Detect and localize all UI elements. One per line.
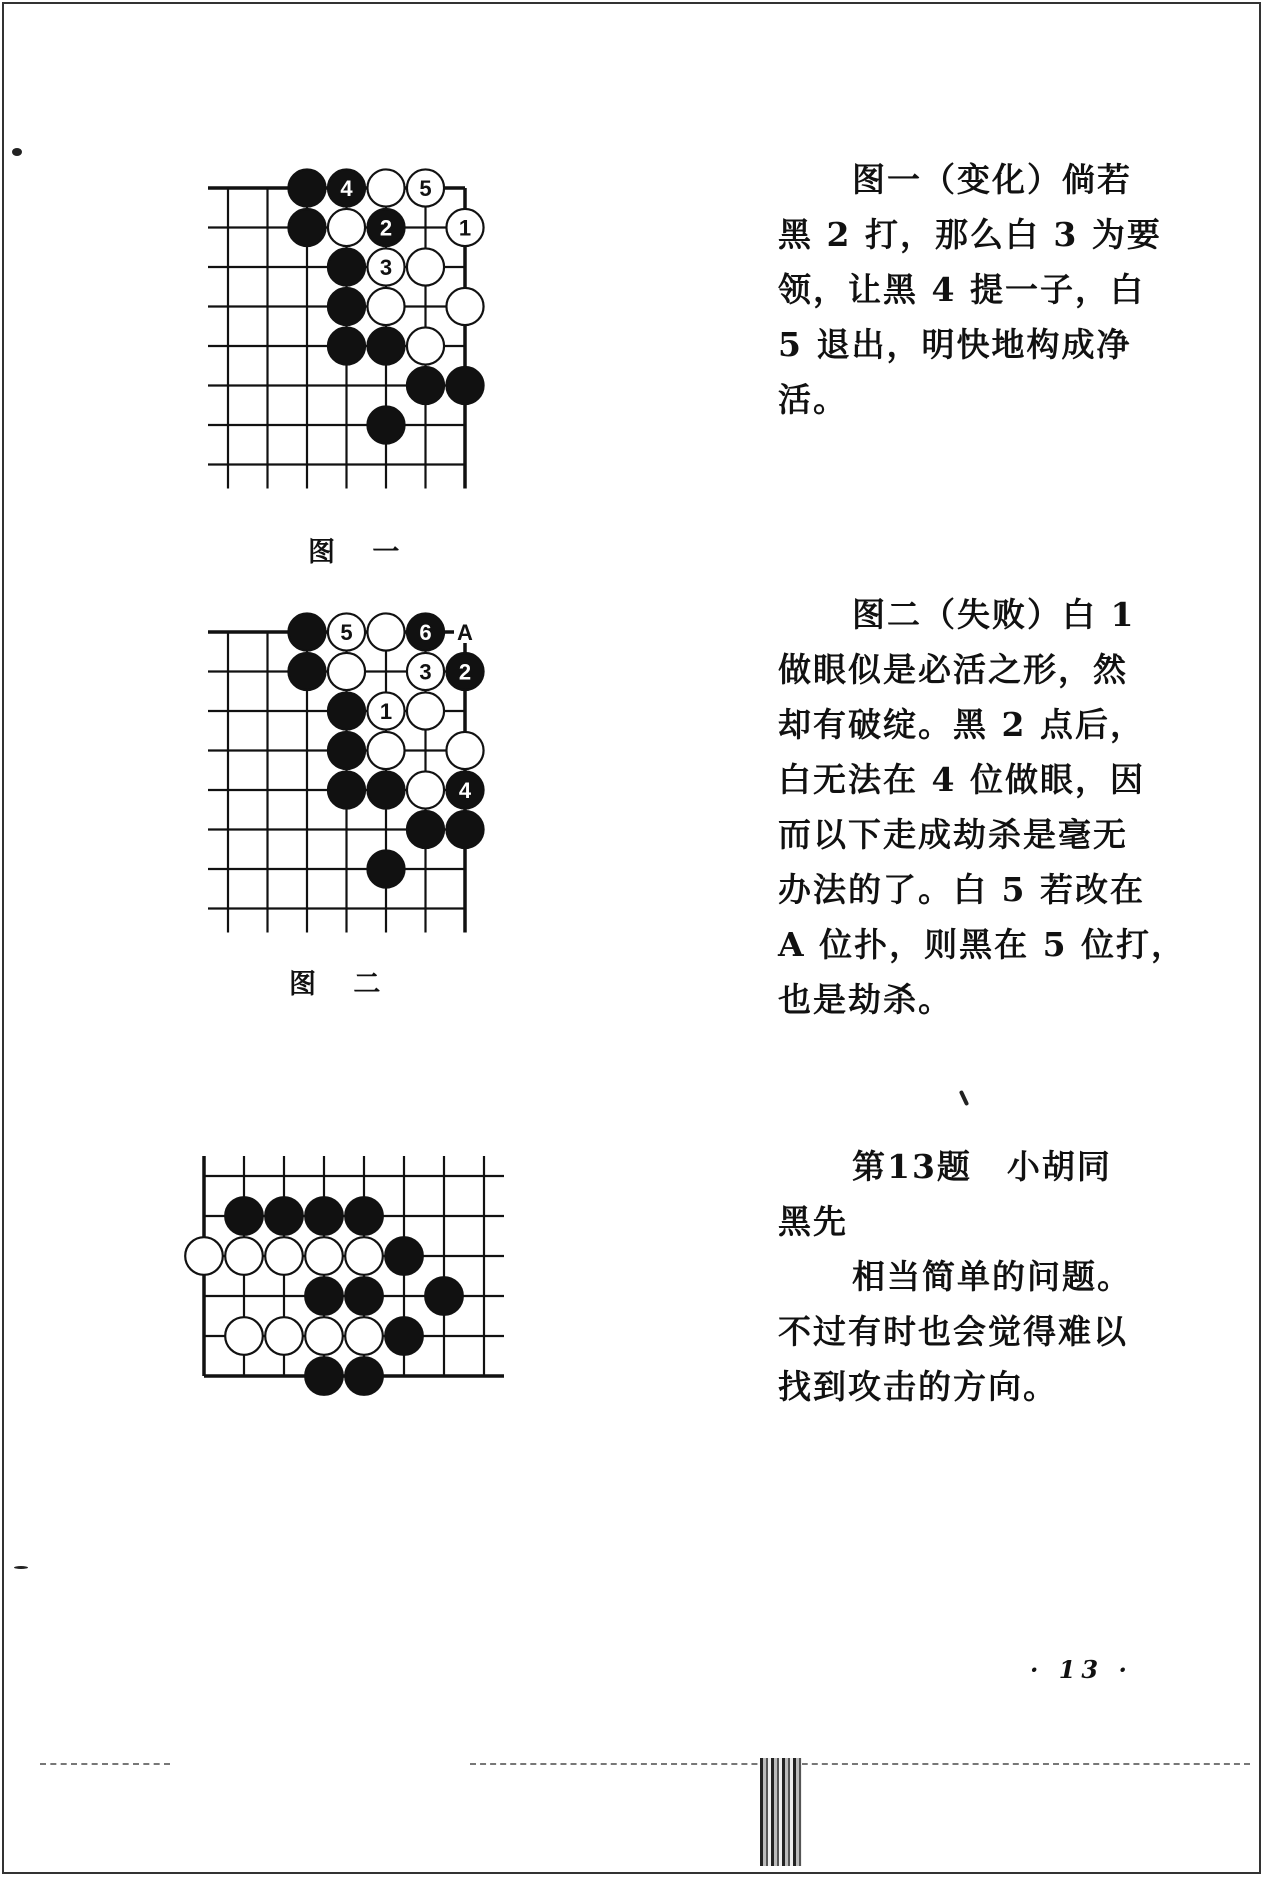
white-stone [407,248,444,285]
black-stone [407,811,444,848]
white-stone [185,1237,223,1275]
black-stone [367,327,404,364]
white-stone [345,1237,383,1275]
diagram-1-caption: 图 一 [308,537,414,568]
move-number: 4 [340,176,353,201]
text-line: 5 退出，明快地构成净 [778,325,1132,364]
black-stone [288,613,325,650]
problem-13 [778,1139,1158,1414]
scan-speck [12,148,22,156]
text-line: 黑 2 打，那么白 3 为要 [778,215,1162,254]
black-stone [446,367,483,404]
text-line: 图一（变化）倘若 [852,160,1132,199]
text-line: 白无法在 4 位做眼，因 [778,760,1145,799]
black-stone [288,209,325,246]
move-number: 6 [419,620,432,645]
white-stone [305,1317,343,1355]
white-stone [265,1317,303,1355]
black-stone [328,732,365,769]
page-number: · 13 · [1030,1655,1133,1684]
white-stone [446,732,483,769]
black-stone [328,327,365,364]
black-stone [385,1237,423,1275]
white-stone [225,1237,263,1275]
text-line: 相当简单的问题。 [852,1257,1132,1296]
black-stone [328,288,365,325]
black-stone [345,1277,383,1315]
text-line: A 位扑，则黑在 5 位打， [778,925,1187,964]
white-stone [446,288,483,325]
black-stone [288,653,325,690]
white-stone [367,732,404,769]
text-line: 做眼似是必活之形，然 [778,650,1128,689]
white-stone [328,653,365,690]
move-number: 4 [458,778,472,803]
black-stone [305,1197,343,1235]
black-stone [345,1197,383,1235]
white-stone [367,169,404,206]
black-stone [367,406,404,443]
white-stone [407,692,444,729]
text-line: 却有破绽。黑 2 点后， [778,705,1145,744]
problem-title: 第13题 小胡同 [852,1147,1112,1186]
problem-side: 黑先 [778,1202,848,1241]
black-stone [367,771,404,808]
white-stone [407,327,444,364]
white-stone [407,771,444,808]
move-number: 1 [379,699,393,724]
black-stone [328,692,365,729]
text-line: 也是劫杀。 [778,980,953,1019]
diagram-2-caption: 图 二 [289,969,395,1000]
move-number: 3 [379,255,393,280]
black-stone [407,367,444,404]
black-stone [288,169,325,206]
paragraph-figure-1 [778,152,1162,427]
move-number: 5 [340,620,353,645]
text-line: 而以下走成劫杀是毫无 [778,815,1128,854]
white-stone [265,1237,303,1275]
white-stone [328,209,365,246]
black-stone [305,1277,343,1315]
black-stone [328,771,365,808]
black-stone [328,248,365,285]
text-line: 领，让黑 4 提一子，白 [778,270,1145,309]
text-line: 找到攻击的方向。 [778,1367,1058,1406]
text-line: 办法的了。白 5 若改在 [778,870,1145,909]
black-stone [265,1197,303,1235]
text-line: 图二（失败）白 1 [852,595,1136,634]
scan-speck [14,1566,28,1569]
black-stone [425,1277,463,1315]
move-number: 3 [419,659,432,685]
black-stone [305,1357,343,1395]
black-stone [446,811,483,848]
white-stone [367,288,404,325]
white-stone [367,613,404,650]
move-number: 2 [458,659,472,685]
scan-edge-line [40,1763,170,1765]
scan-edge-line [470,1763,1250,1765]
black-stone [385,1317,423,1355]
paragraph-figure-2 [778,587,1187,1027]
black-stone [345,1357,383,1395]
text-line: 不过有时也会觉得难以 [778,1312,1128,1351]
move-number: 1 [458,215,472,241]
black-stone [367,850,404,887]
binding-gutter [760,1758,802,1866]
move-number: 5 [419,176,432,201]
black-stone [225,1197,263,1235]
white-stone [305,1237,343,1275]
white-stone [345,1317,383,1355]
point-mark: A [457,620,473,645]
text-line: 活。 [778,380,848,419]
white-stone [225,1317,263,1355]
move-number: 2 [379,215,393,241]
